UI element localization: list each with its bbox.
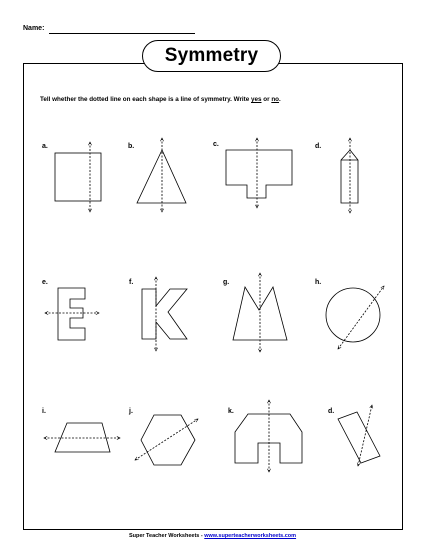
instruction-yes: yes <box>251 96 262 103</box>
item-label-j: j. <box>129 408 133 415</box>
shape-trapezoid <box>44 423 120 452</box>
item-label-g: g. <box>223 279 230 286</box>
item-label-d2: d. <box>328 408 335 415</box>
shape-hexagon <box>135 415 198 465</box>
shape-rectangle <box>338 405 380 466</box>
shape-pencil <box>341 138 358 213</box>
name-label: Name: <box>23 25 45 32</box>
footer-brand: Super Teacher Worksheets <box>128 533 200 539</box>
instruction-no: no <box>271 96 280 103</box>
title-text: Symmetry <box>164 45 259 66</box>
item-label-c: c. <box>213 141 219 148</box>
shape-t <box>226 138 292 208</box>
instruction-end: . <box>279 96 281 103</box>
item-label-b: b. <box>128 143 135 150</box>
footer-separator: - <box>199 533 205 539</box>
footer-link[interactable]: www.superteacherworksheets.com <box>204 533 297 539</box>
instruction-main: Tell whether the dotted line on each shape is a line of symmetry. Write <box>40 96 251 103</box>
item-label-d: d. <box>315 143 322 150</box>
item-label-e: e. <box>42 279 48 286</box>
item-label-k: k. <box>228 408 234 415</box>
footer <box>0 533 425 539</box>
item-label-f: f. <box>129 279 134 286</box>
item-label-a: a. <box>42 143 48 150</box>
shape-circle <box>326 286 384 349</box>
item-label-i: i. <box>42 408 46 415</box>
shape-square <box>55 142 101 212</box>
shape-arch <box>235 400 302 472</box>
shape-crown <box>233 273 287 352</box>
shape-letter-k <box>142 277 187 351</box>
instruction-or: or <box>261 96 272 103</box>
shape-triangle <box>137 138 186 212</box>
shape-letter-e <box>45 288 99 340</box>
item-label-h: h. <box>315 279 322 286</box>
